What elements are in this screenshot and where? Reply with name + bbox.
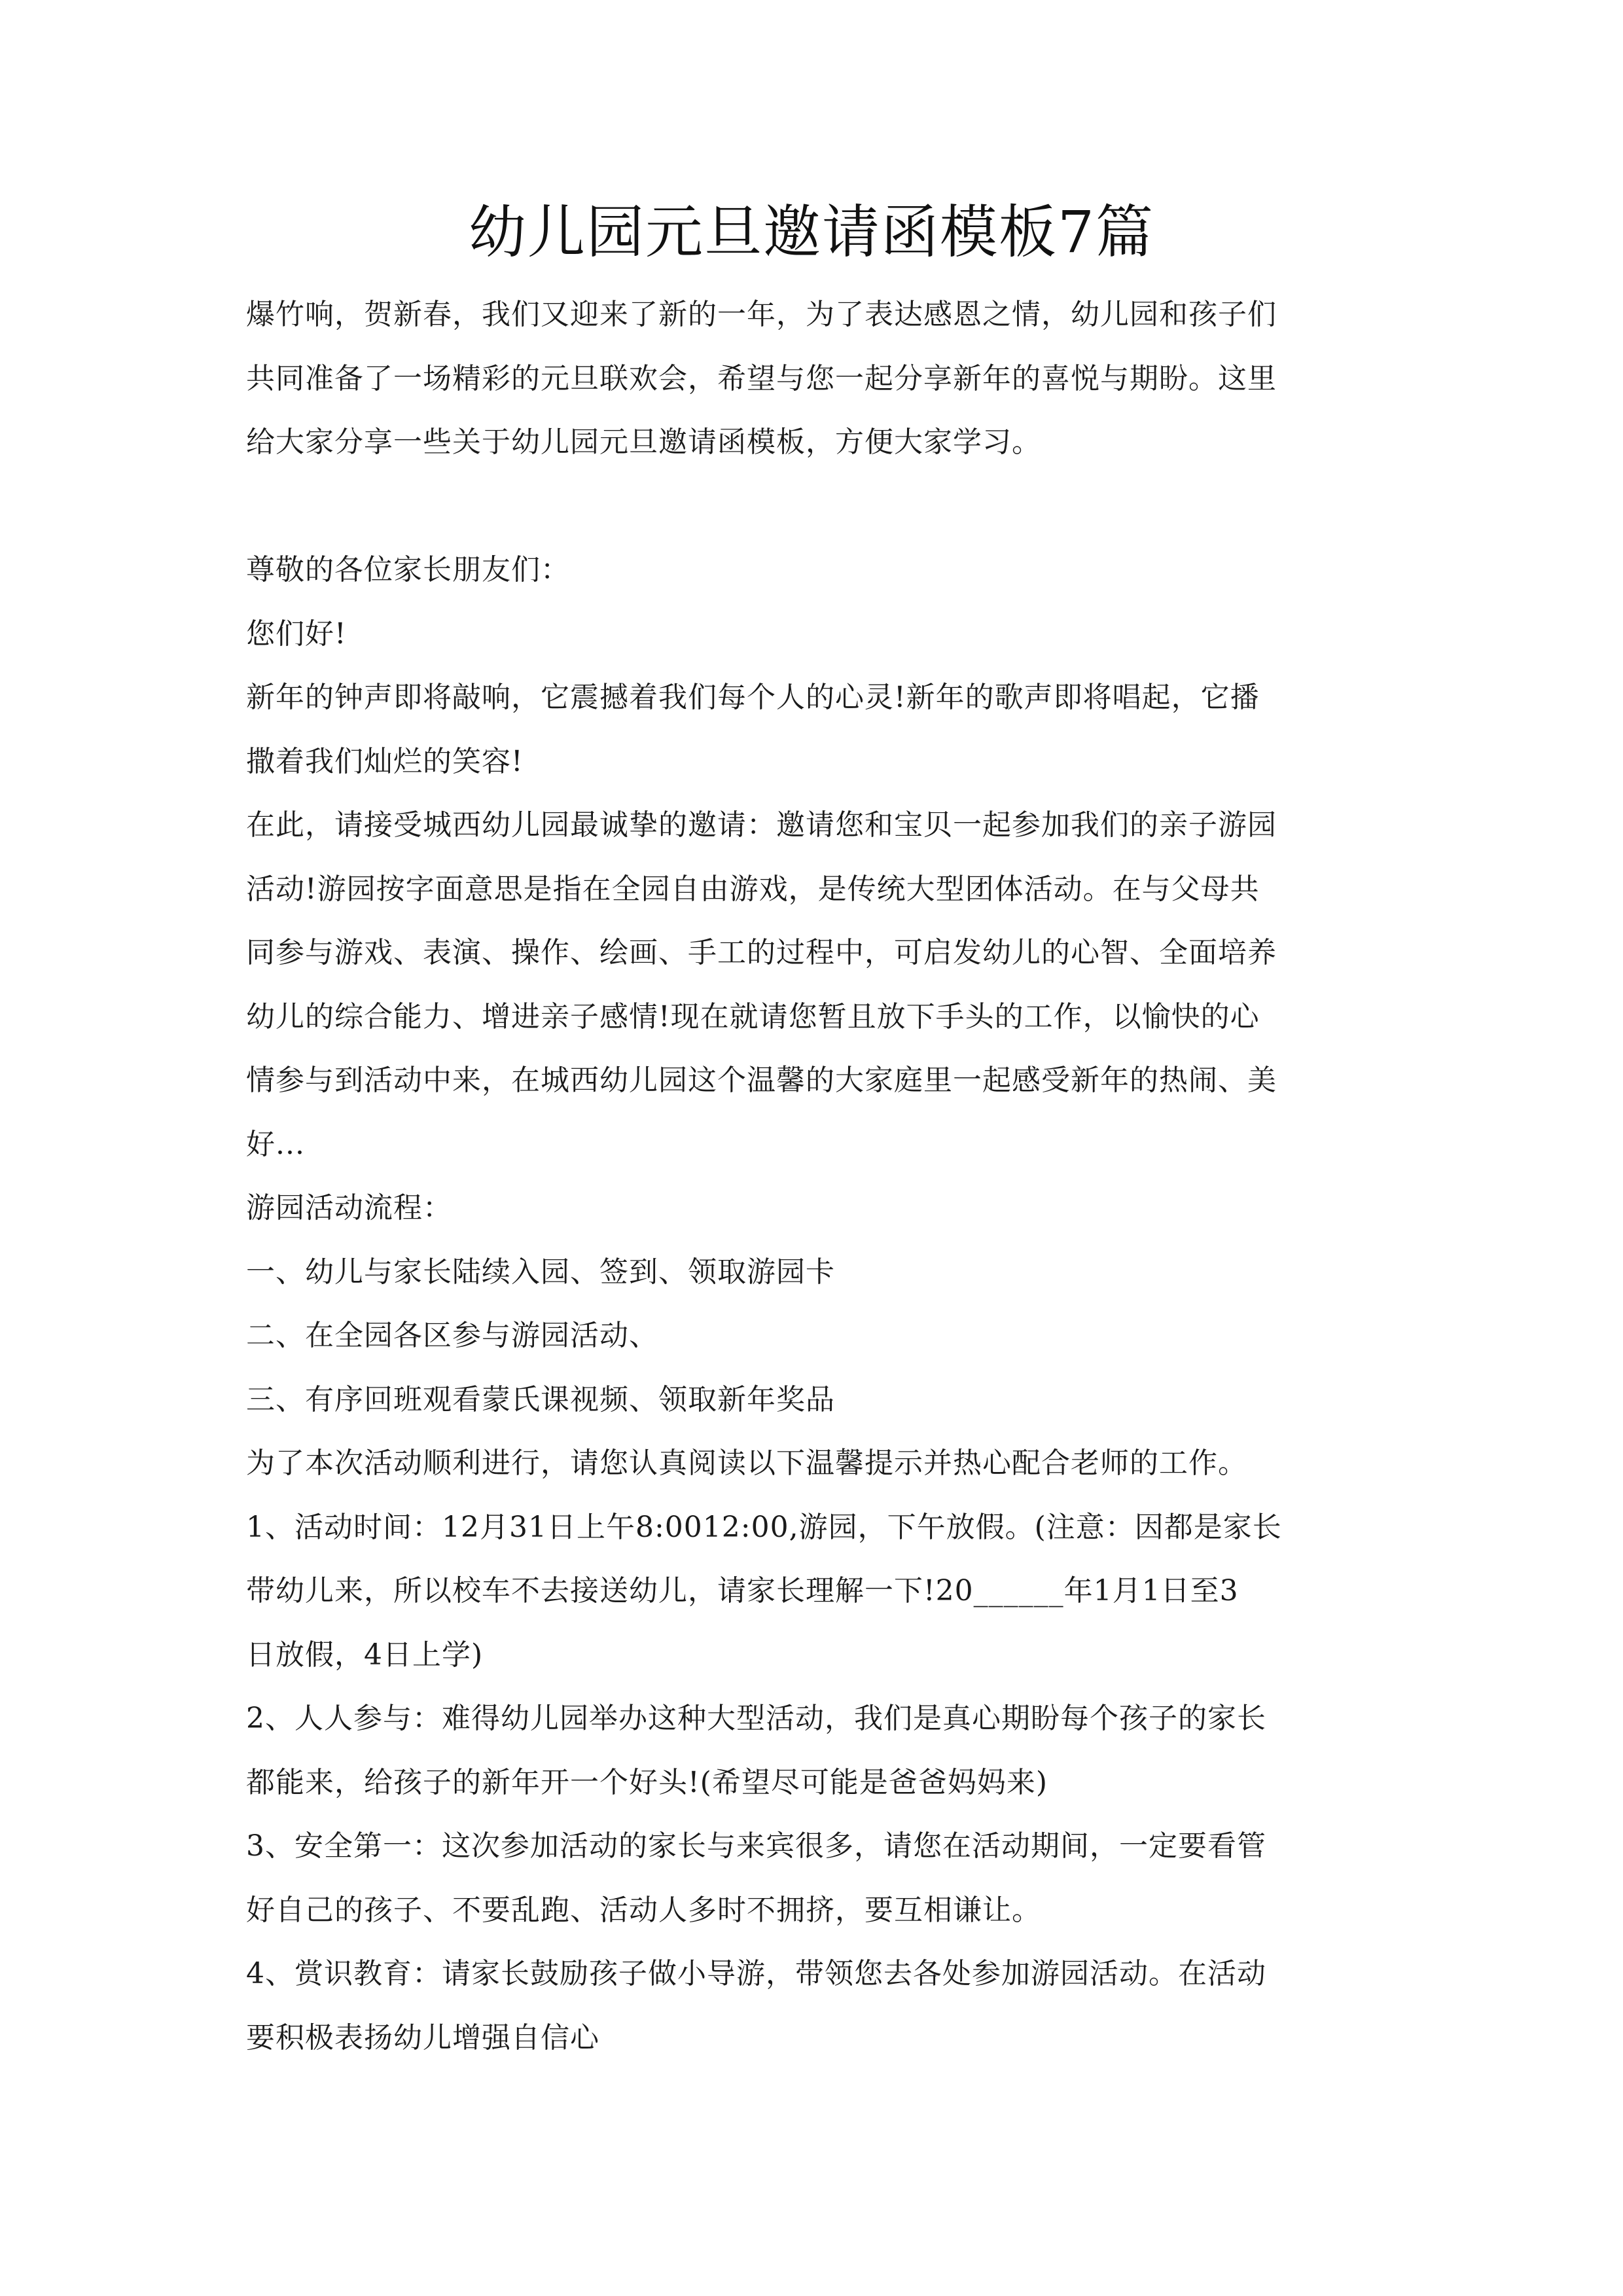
list-item: 三、有序回班观看蒙氏课视频、领取新年奖品 <box>246 1382 835 1416</box>
list-item: 3、安全第一：这次参加活动的家长与来宾很多，请您在活动期间，一定要看管 <box>246 1829 1266 1863</box>
list-item: 日放假，4日上学) <box>246 1638 484 1672</box>
section-heading: 游园活动流程： <box>246 1191 452 1225</box>
list-item: 带幼儿来，所以校车不去接送幼儿，请家长理解一下!20______年1月1日至3 <box>246 1574 1239 1607</box>
paragraph-line: 好... <box>246 1127 305 1161</box>
list-item: 都能来，给孩子的新年开一个好头!(希望尽可能是爸爸妈妈来) <box>246 1765 1048 1799</box>
list-item: 要积极表扬幼儿增强自信心 <box>246 2020 599 2054</box>
document-body <box>246 283 1378 2070</box>
list-item: 一、幼儿与家长陆续入园、签到、领取游园卡 <box>246 1255 835 1289</box>
paragraph-line: 撒着我们灿烂的笑容! <box>246 744 524 778</box>
paragraph-line: 给大家分享一些关于幼儿园元旦邀请函模板，方便大家学习。 <box>246 425 1041 459</box>
list-item: 好自己的孩子、不要乱跑、活动人多时不拥挤，要互相谦让。 <box>246 1893 1041 1927</box>
paragraph-line: 活动!游园按字面意思是指在全园自由游戏，是传统大型团体活动。在与父母共 <box>246 872 1260 906</box>
paragraph-line: 情参与到活动中来，在城西幼儿园这个温馨的大家庭里一起感受新年的热闹、美 <box>246 1064 1277 1097</box>
paragraph-line: 爆竹响，贺新春，我们又迎来了新的一年，为了表达感恩之情，幼儿园和孩子们 <box>246 298 1277 331</box>
list-item: 1、活动时间：12月31日上午8:0012:00,游园，下午放假。(注意：因都是家长 <box>246 1510 1282 1544</box>
list-item: 4、赏识教育：请家长鼓励孩子做小导游，带领您去各处参加游园活动。在活动 <box>246 1957 1266 1990</box>
list-item: 2、人人参与：难得幼儿园举办这种大型活动，我们是真心期盼每个孩子的家长 <box>246 1702 1266 1735</box>
paragraph-line: 共同准备了一场精彩的元旦联欢会，希望与您一起分享新年的喜悦与期盼。这里 <box>246 361 1277 395</box>
paragraph-line: 在此，请接受城西幼儿园最诚挚的邀请：邀请您和宝贝一起参加我们的亲子游园 <box>246 808 1277 842</box>
greeting: 您们好! <box>246 617 347 651</box>
blank-line <box>246 475 1378 539</box>
list-item: 二、在全园各区参与游园活动、 <box>246 1319 658 1352</box>
paragraph-line: 新年的钟声即将敲响，它震撼着我们每个人的心灵!新年的歌声即将唱起，它播 <box>246 681 1260 714</box>
paragraph-line: 同参与游戏、表演、操作、绘画、手工的过程中，可启发幼儿的心智、全面培养 <box>246 936 1277 969</box>
document-title: 幼儿园元旦邀请函模板7篇 <box>469 198 1154 266</box>
salutation: 尊敬的各位家长朋友们： <box>246 553 570 586</box>
paragraph-line: 幼儿的综合能力、增进亲子感情!现在就请您暂且放下手头的工作，以愉快的心 <box>246 999 1260 1033</box>
paragraph-line: 为了本次活动顺利进行，请您认真阅读以下温馨提示并热心配合老师的工作。 <box>246 1446 1247 1480</box>
